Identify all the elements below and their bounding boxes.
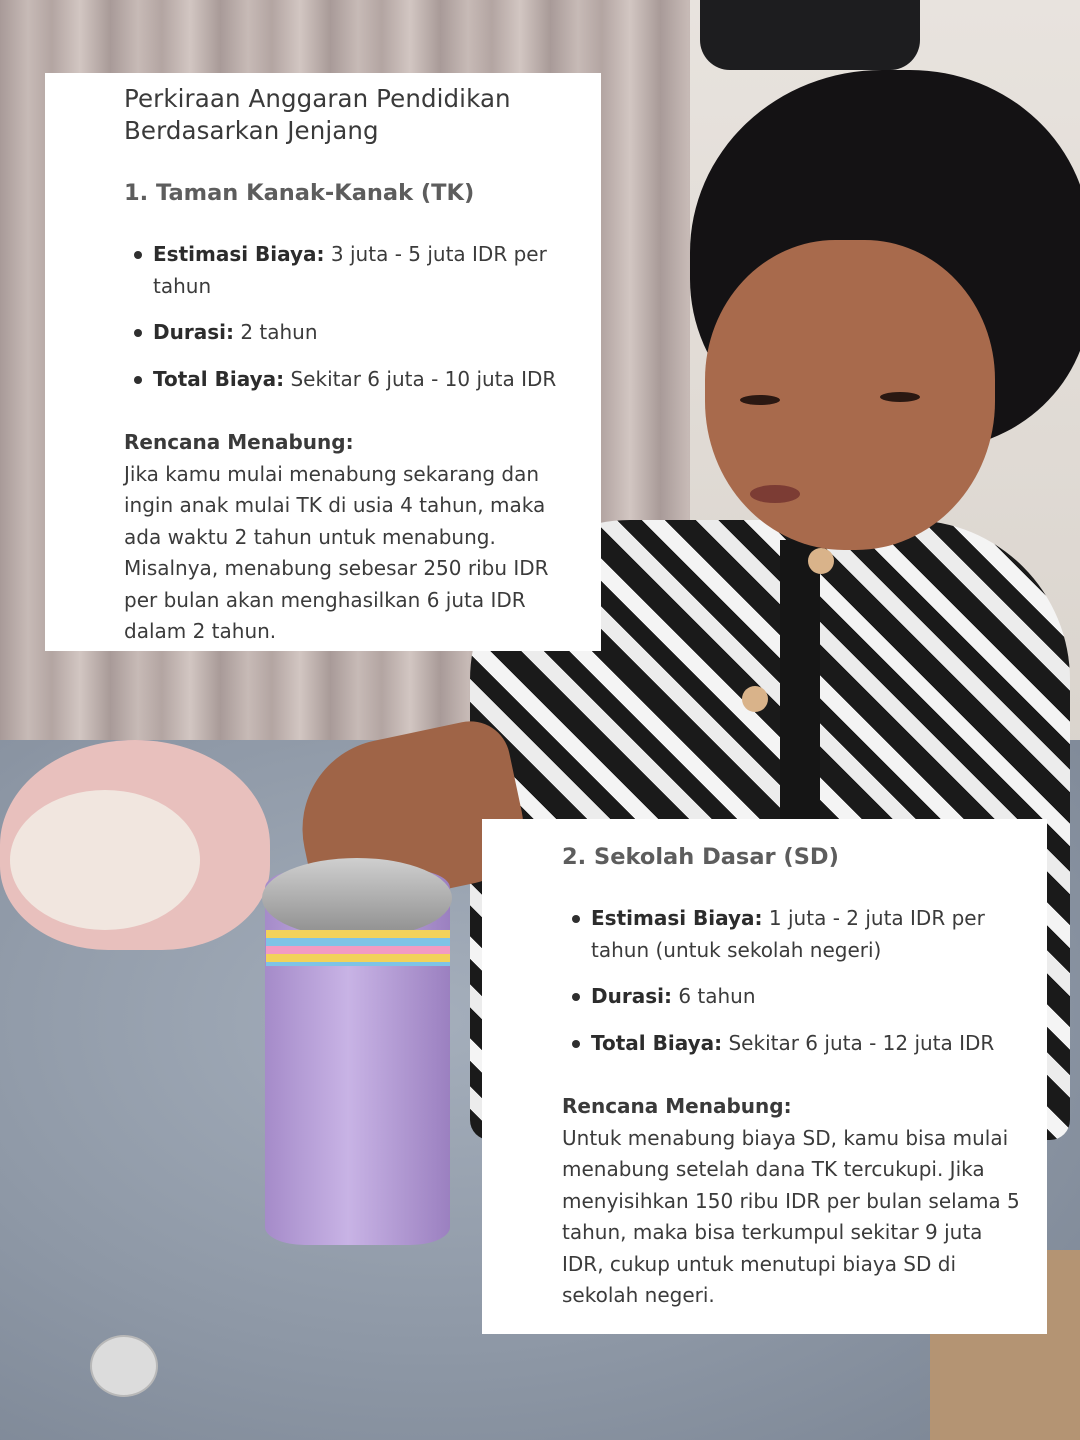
cap-inner (10, 790, 200, 930)
section-heading-sd: 2. Sekolah Dasar (SD) (562, 844, 839, 870)
item-value: Sekitar 6 juta - 12 juta IDR (722, 1030, 995, 1055)
list-item (124, 239, 571, 302)
list-item (562, 1028, 1027, 1060)
item-value: 3 juta - 5 juta IDR per tahun (153, 242, 547, 298)
item-label: Durasi: (153, 320, 234, 344)
can-stripe (266, 930, 450, 966)
child-eye (740, 395, 780, 405)
list-item (562, 903, 1027, 966)
sweater-button (742, 686, 768, 712)
section-heading-tk: 1. Taman Kanak-Kanak (TK) (124, 180, 475, 206)
item-label: Estimasi Biaya: (591, 906, 763, 930)
plan-heading: Rencana Menabung: (562, 1094, 792, 1118)
plan-text: Untuk menabung biaya SD, kamu bisa mulai menabung setelah dana TK tercukupi. Jika menyisihkan 150 ribu IDR per bulan selama 5 tahun, maka bisa terkumpul sekitar 9 juta IDR, cukup untuk menutupi biaya SD di sekolah negeri. (562, 1125, 1020, 1307)
sd-info-card (482, 819, 1047, 1334)
item-label: Durasi: (591, 984, 672, 1008)
child-eye (880, 392, 920, 402)
item-value: Sekitar 6 juta - 10 juta IDR (284, 366, 557, 391)
list-item (124, 364, 571, 396)
coin (90, 1335, 158, 1397)
item-value: 2 tahun (233, 320, 318, 344)
sd-cost-list (562, 903, 1027, 1059)
page-title: Perkiraan Anggaran Pendidikan Berdasarkan Jenjang (124, 84, 511, 145)
can-lid (262, 858, 452, 938)
item-label: Estimasi Biaya: (153, 242, 325, 266)
tk-info-card (45, 73, 601, 651)
item-label: Total Biaya: (153, 366, 285, 391)
item-value: 6 tahun (671, 984, 756, 1008)
child-mouth (750, 485, 800, 503)
tk-cost-list (124, 239, 571, 395)
sweater-button (808, 548, 834, 574)
list-item (124, 317, 571, 349)
plan-text: Jika kamu mulai menabung sekarang dan ingin anak mulai TK di usia 4 tahun, maka ada waktu 2 tahun untuk menabung. Misalnya, menabung sebesar 250 ribu IDR per bulan akan menghasilkan 6 juta IDR dalam 2 tahun. (124, 461, 549, 643)
item-value: 1 juta - 2 juta IDR per tahun (untuk sekolah negeri) (591, 906, 985, 962)
item-label: Total Biaya: (591, 1030, 723, 1055)
plan-heading: Rencana Menabung: (124, 430, 354, 454)
black-bag (700, 0, 920, 70)
list-item (562, 981, 1027, 1013)
